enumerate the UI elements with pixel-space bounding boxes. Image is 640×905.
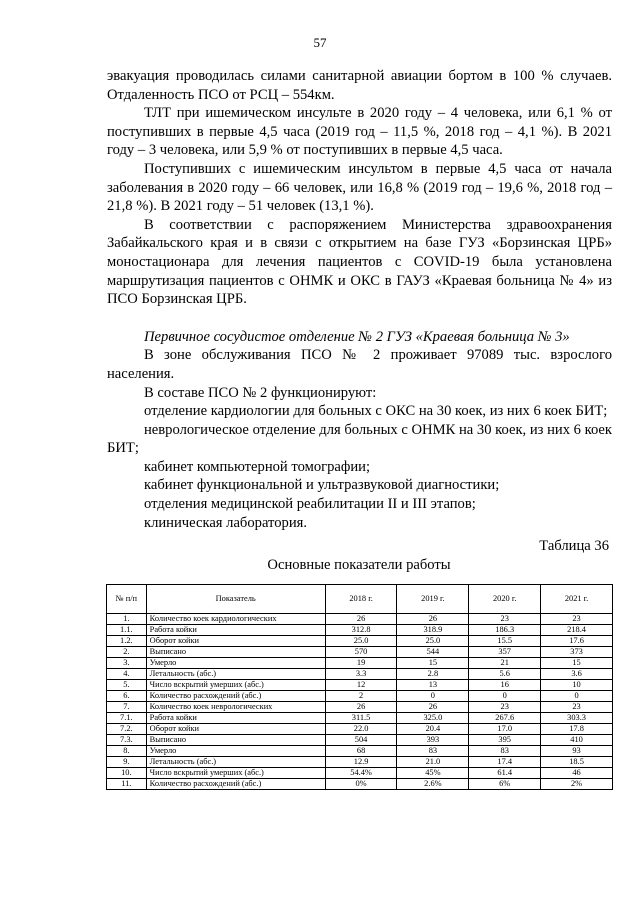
table-row (107, 647, 613, 658)
table-row (107, 746, 613, 757)
row-number: 1.2. (107, 636, 147, 647)
value-2020: 0 (469, 691, 541, 702)
indicator-name: Работа койки (146, 713, 325, 724)
table-title: Основные показатели работы (267, 557, 451, 573)
value-2020: 17.0 (469, 724, 541, 735)
value-2018: 570 (325, 647, 397, 658)
indicator-name: Оборот койки (146, 636, 325, 647)
list-item: отделение кардиологии для больных с ОКС на 30 коек, из них 6 коек БИТ; (144, 403, 608, 420)
value-2021: 2% (541, 779, 613, 790)
value-2019: 45% (397, 768, 469, 779)
indicator-name: Летальность (абс.) (146, 669, 325, 680)
section-heading: Первичное сосудистое отделение № 2 ГУЗ «Краевая больница № 3» (144, 328, 570, 345)
table-row (107, 702, 613, 713)
value-2021: 23 (541, 702, 613, 713)
table-row (107, 658, 613, 669)
value-2021: 10 (541, 680, 613, 691)
value-2019: 26 (397, 614, 469, 625)
value-2019: 21.0 (397, 757, 469, 768)
row-number: 7. (107, 702, 147, 713)
value-2021: 46 (541, 768, 613, 779)
value-2021: 17.8 (541, 724, 613, 735)
header-2019: 2019 г. (397, 585, 469, 614)
value-2019: 2.8 (397, 669, 469, 680)
paragraph: ТЛТ при ишемическом инсульте в 2020 году – 4 человека, или 6,1 % от поступивших в первые 4,5 часа (2019 год – 11,5 %, 2018 год – 4,1 %). В 2021 году – 3 человека, или 5,9 % от поступивших в первые 4,5 часа. (107, 105, 612, 159)
indicator-name: Число вскрытий умерших (абс.) (146, 680, 325, 691)
row-number: 1. (107, 614, 147, 625)
value-2019: 20.4 (397, 724, 469, 735)
list-item: неврологическое отделение для больных с ОНМК на 30 коек, из них 6 коек БИТ; (107, 421, 612, 457)
value-2018: 25.0 (325, 636, 397, 647)
indicator-name: Количество коек кардиологических (146, 614, 325, 625)
list-item: клиническая лаборатория. (144, 514, 307, 531)
value-2019: 0 (397, 691, 469, 702)
value-2020: 5.6 (469, 669, 541, 680)
value-2018: 0% (325, 779, 397, 790)
indicator-name: Количество расхождений (абс.) (146, 779, 325, 790)
value-2019: 2.6% (397, 779, 469, 790)
header-number: № п/п (107, 585, 147, 614)
indicators-table (106, 584, 613, 790)
header-indicator: Показатель (146, 585, 325, 614)
value-2018: 19 (325, 658, 397, 669)
indicator-name: Количество коек неврологических (146, 702, 325, 713)
table-row (107, 735, 613, 746)
value-2019: 83 (397, 746, 469, 757)
header-2020: 2020 г. (469, 585, 541, 614)
row-number: 10. (107, 768, 147, 779)
value-2018: 311.5 (325, 713, 397, 724)
value-2019: 25.0 (397, 636, 469, 647)
value-2018: 26 (325, 614, 397, 625)
value-2018: 54.4% (325, 768, 397, 779)
list-item: кабинет компьютерной томографии; (144, 458, 371, 475)
value-2020: 267.6 (469, 713, 541, 724)
indicator-name: Выписано (146, 647, 325, 658)
value-2021: 17.6 (541, 636, 613, 647)
value-2020: 17.4 (469, 757, 541, 768)
table-row (107, 779, 613, 790)
paragraph: эвакуация проводилась силами санитарной авиации бортом в 100 % случаев. Отдаленность ПСО от РСЦ – 554км. (107, 68, 612, 103)
indicator-name: Число вскрытий умерших (абс.) (146, 768, 325, 779)
value-2021: 0 (541, 691, 613, 702)
indicator-name: Оборот койки (146, 724, 325, 735)
value-2019: 544 (397, 647, 469, 658)
table-row (107, 768, 613, 779)
table-row (107, 691, 613, 702)
row-number: 5. (107, 680, 147, 691)
row-number: 2. (107, 647, 147, 658)
row-number: 7.1. (107, 713, 147, 724)
intro-text (107, 67, 612, 532)
value-2020: 357 (469, 647, 541, 658)
value-2018: 2 (325, 691, 397, 702)
value-2021: 93 (541, 746, 613, 757)
value-2018: 12 (325, 680, 397, 691)
row-number: 6. (107, 691, 147, 702)
list-item: отделения медицинской реабилитации II и III этапов; (144, 496, 476, 513)
table-row (107, 757, 613, 768)
indicator-name: Выписано (146, 735, 325, 746)
value-2021: 3.6 (541, 669, 613, 680)
value-2021: 23 (541, 614, 613, 625)
row-number: 3. (107, 658, 147, 669)
paragraph: Поступивших с ишемическим инсультом в первые 4,5 часа от начала заболевания в 2020 году – 66 человек, или 16,8 % (2019 год – 19,6 %, 2018 год – 21,8 %). В 2021 году – 51 человек (13,1 %). (107, 160, 612, 215)
value-2018: 68 (325, 746, 397, 757)
value-2019: 393 (397, 735, 469, 746)
indicator-name: Умерло (146, 746, 325, 757)
table-body (107, 614, 613, 790)
indicator-name: Летальность (абс.) (146, 757, 325, 768)
value-2021: 303.3 (541, 713, 613, 724)
value-2020: 15.5 (469, 636, 541, 647)
table-label: Таблица 36 (539, 538, 609, 554)
value-2018: 22.0 (325, 724, 397, 735)
table-row (107, 669, 613, 680)
table-header-row (107, 585, 613, 614)
header-2018: 2018 г. (325, 585, 397, 614)
value-2020: 23 (469, 614, 541, 625)
table-row (107, 724, 613, 735)
value-2018: 26 (325, 702, 397, 713)
row-number: 4. (107, 669, 147, 680)
row-number: 7.2. (107, 724, 147, 735)
row-number: 9. (107, 757, 147, 768)
table-row (107, 713, 613, 724)
page-number: 57 (313, 35, 327, 50)
indicator-name: Работа койки (146, 625, 325, 636)
value-2018: 312.8 (325, 625, 397, 636)
value-2018: 3.3 (325, 669, 397, 680)
table-row (107, 625, 613, 636)
value-2020: 395 (469, 735, 541, 746)
value-2020: 186.3 (469, 625, 541, 636)
value-2018: 504 (325, 735, 397, 746)
value-2021: 18.5 (541, 757, 613, 768)
value-2020: 16 (469, 680, 541, 691)
value-2019: 13 (397, 680, 469, 691)
paragraph: В соответствии с распоряжением Министерства здравоохранения Забайкальского края и в связи с открытием на базе ГУЗ «Борзинская ЦРБ» моностационара для лечения пациентов с COVID-19 была установлена маршрутизация пациентов с ОНМК и ОКС в ГАУЗ «Краевая больница № 4» из ПСО Борзинская ЦРБ. (107, 216, 612, 308)
value-2021: 373 (541, 647, 613, 658)
row-number: 8. (107, 746, 147, 757)
value-2021: 218.4 (541, 625, 613, 636)
indicator-name: Умерло (146, 658, 325, 669)
value-2020: 21 (469, 658, 541, 669)
value-2020: 83 (469, 746, 541, 757)
value-2021: 15 (541, 658, 613, 669)
value-2021: 410 (541, 735, 613, 746)
value-2019: 15 (397, 658, 469, 669)
value-2020: 23 (469, 702, 541, 713)
value-2020: 61.4 (469, 768, 541, 779)
value-2020: 6% (469, 779, 541, 790)
table-row (107, 680, 613, 691)
paragraph: В зоне обслуживания ПСО № 2 проживает 97089 тыс. взрослого населения. (107, 347, 612, 382)
paragraph: В составе ПСО № 2 функционируют: (144, 384, 377, 401)
value-2019: 26 (397, 702, 469, 713)
row-number: 11. (107, 779, 147, 790)
list-item: кабинет функциональной и ультразвуковой диагностики; (144, 477, 500, 494)
value-2018: 12.9 (325, 757, 397, 768)
row-number: 1.1. (107, 625, 147, 636)
value-2019: 318.9 (397, 625, 469, 636)
row-number: 7.3. (107, 735, 147, 746)
header-2021: 2021 г. (541, 585, 613, 614)
indicator-name: Количество расхождений (абс.) (146, 691, 325, 702)
table-row (107, 636, 613, 647)
table-row (107, 614, 613, 625)
value-2019: 325.0 (397, 713, 469, 724)
